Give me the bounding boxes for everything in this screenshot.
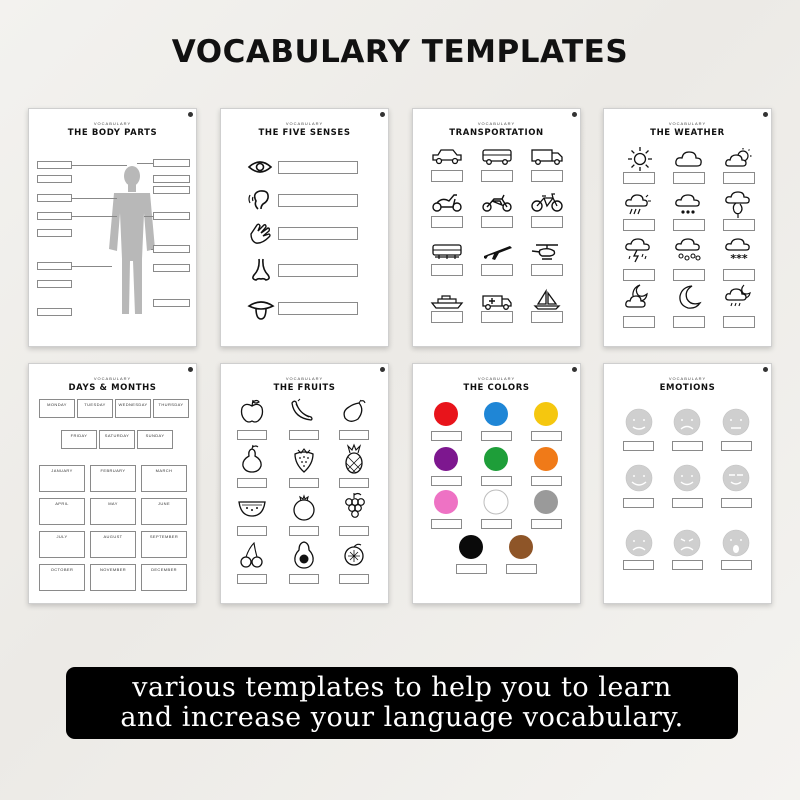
label-box[interactable] [431,216,463,228]
label-box[interactable] [278,194,358,207]
label-box[interactable] [431,431,462,441]
motorcycle-icon [480,191,514,213]
label-box[interactable] [723,269,755,281]
label-box[interactable] [237,430,267,440]
label-box[interactable] [673,172,705,184]
helicopter-icon [530,242,564,262]
vocabulary-label: VOCABULARY [668,121,707,126]
label-box[interactable] [723,172,755,184]
label-box[interactable] [506,564,537,574]
watermelon-icon [237,498,267,518]
card-five-senses [220,108,389,347]
label-box[interactable] [37,229,72,237]
card-title: THE BODY PARTS [67,128,158,138]
label-box[interactable] [623,498,654,508]
strawberry-icon [291,446,317,474]
day-tile[interactable]: WEDNESDAY [115,399,151,418]
label-box[interactable] [37,161,72,169]
label-box[interactable] [339,478,369,488]
day-tile[interactable]: SATURDAY [99,430,135,449]
label-box[interactable] [531,264,563,276]
card-dot [380,112,385,117]
mango-icon [341,398,367,424]
label-box[interactable] [431,519,462,529]
label-box[interactable] [623,560,654,570]
day-tile[interactable]: TUESDAY [77,399,113,418]
month-tile[interactable]: JULY [39,531,85,558]
label-box[interactable] [672,441,703,451]
hand-icon [248,222,274,246]
label-box[interactable] [431,476,462,486]
label-box[interactable] [37,212,72,220]
label-box[interactable] [531,170,563,182]
label-box[interactable] [339,574,369,584]
label-box[interactable] [431,311,463,323]
label-box[interactable] [153,212,190,220]
rain-cloud-icon [624,193,654,219]
label-box[interactable] [289,478,319,488]
label-box[interactable] [278,264,358,277]
label-box[interactable] [278,302,358,315]
label-box[interactable] [723,316,755,328]
airplane-icon [480,242,514,262]
color-swatch [434,402,458,426]
storm-tree-icon [724,191,754,219]
card-weather [603,108,772,347]
color-swatch [484,402,508,426]
scooter-icon [430,191,464,213]
cherries-icon [239,540,265,570]
card-transportation [412,108,581,347]
card-colors [412,363,581,604]
label-box[interactable] [289,526,319,536]
label-box[interactable] [431,170,463,182]
vocabulary-label: VOCABULARY [477,376,516,381]
card-body-parts [28,108,197,347]
month-tile[interactable]: JUNE [141,498,187,525]
card-title: THE COLORS [463,383,530,393]
vocabulary-label: VOCABULARY [477,121,516,126]
card-dot [380,367,385,372]
nose-icon [248,257,274,283]
label-box[interactable] [623,172,655,184]
month-tile[interactable]: AUGUST [90,531,136,558]
label-box[interactable] [721,441,752,451]
month-tile[interactable]: MAY [90,498,136,525]
label-box[interactable] [673,269,705,281]
color-swatch [534,490,558,514]
day-tile[interactable]: FRIDAY [61,430,97,449]
label-box[interactable] [37,175,72,183]
label-box[interactable] [339,430,369,440]
sailboat-icon [530,289,564,311]
label-box[interactable] [431,264,463,276]
label-box[interactable] [623,441,654,451]
label-box[interactable] [481,170,513,182]
label-box[interactable] [531,216,563,228]
label-box[interactable] [531,311,563,323]
car-icon [430,147,464,167]
label-box[interactable] [153,299,190,307]
snow-cloud-icon [724,237,754,265]
label-box[interactable] [37,194,72,202]
label-box[interactable] [623,316,655,328]
month-tile[interactable]: SEPTEMBER [141,531,187,558]
label-box[interactable] [721,498,752,508]
color-swatch [484,490,508,514]
tagline-line-2: and increase your language vocabulary. [120,702,684,733]
label-box[interactable] [237,478,267,488]
card-title: TRANSPORTATION [449,128,544,138]
label-box[interactable] [721,560,752,570]
color-swatch [459,535,483,559]
label-box[interactable] [237,574,267,584]
truck-icon [530,147,564,167]
label-box[interactable] [237,526,267,536]
label-box[interactable] [623,219,655,231]
ship-icon [430,292,464,312]
label-box[interactable] [456,564,487,574]
card-title: THE WEATHER [650,128,725,138]
cloud-icon [674,149,704,171]
label-box[interactable] [153,175,190,183]
vocabulary-label: VOCABULARY [93,121,132,126]
label-box[interactable] [153,264,190,272]
bus-icon [480,147,514,167]
month-tile[interactable]: MARCH [141,465,187,492]
pineapple-icon [341,444,367,474]
label-box[interactable] [481,264,513,276]
color-swatch [434,490,458,514]
sun-icon [626,145,654,173]
tagline-line-1: various templates to help you to learn [132,672,672,703]
label-box[interactable] [531,519,562,529]
avocado-icon [291,540,317,570]
night-rain-icon [724,283,754,311]
label-box[interactable] [672,498,703,508]
label-box[interactable] [481,431,512,441]
label-box[interactable] [278,161,358,174]
color-swatch [534,402,558,426]
ear-icon [248,189,274,211]
vocabulary-label: VOCABULARY [93,376,132,381]
page-headline: VOCABULARY TEMPLATES [171,34,629,70]
tagline-banner [66,667,738,739]
card-title: THE FIVE SENSES [258,128,351,138]
label-box[interactable] [531,476,562,486]
thunderstorm-icon [624,237,654,265]
train-icon [430,242,464,262]
moon-icon [676,283,704,311]
label-box[interactable] [673,316,705,328]
grapes-icon [341,492,367,522]
label-box[interactable] [289,574,319,584]
month-tile[interactable]: DECEMBER [141,564,187,591]
month-tile[interactable]: JANUARY [39,465,85,492]
ambulance-icon [480,292,514,312]
day-tile[interactable]: SUNDAY [137,430,173,449]
card-dot [572,112,577,117]
svg-text:***: *** [730,252,748,265]
bicycle-icon [530,191,564,213]
label-box[interactable] [481,476,512,486]
hail-cloud-icon [674,237,704,265]
apple-icon [239,398,265,424]
pear-icon [239,444,265,474]
day-tile[interactable]: THURSDAY [153,399,189,418]
label-box[interactable] [37,308,72,316]
vocabulary-label: VOCABULARY [285,121,324,126]
day-tile[interactable]: MONDAY [39,399,75,418]
vocabulary-label: VOCABULARY [285,376,324,381]
label-box[interactable] [672,560,703,570]
color-swatch [434,447,458,471]
label-box[interactable] [289,430,319,440]
card-dot [763,112,768,117]
mouth-icon [247,298,275,320]
month-tile[interactable]: OCTOBER [39,564,85,591]
label-box[interactable] [153,159,190,167]
label-box[interactable] [278,227,358,240]
card-title: EMOTIONS [659,383,716,393]
label-box[interactable] [481,519,512,529]
card-title: DAYS & MONTHS [68,383,157,393]
card-fruits [220,363,389,604]
label-box[interactable] [153,186,190,194]
card-title: THE FRUITS [273,383,336,393]
moon-cloud-icon [624,283,654,311]
eye-icon [247,159,273,175]
color-swatch [484,447,508,471]
color-swatch [534,447,558,471]
label-box[interactable] [481,216,513,228]
color-swatch [509,535,533,559]
month-tile[interactable]: NOVEMBER [90,564,136,591]
label-box[interactable] [153,245,190,253]
card-dot [188,367,193,372]
partly-cloudy-icon [724,147,754,171]
label-box[interactable] [339,526,369,536]
label-box[interactable] [531,431,562,441]
month-tile[interactable]: FEBRUARY [90,465,136,492]
label-box[interactable] [37,262,72,270]
card-days-months [28,363,197,604]
label-box[interactable] [623,269,655,281]
pomegranate-icon [291,494,317,522]
month-tile[interactable]: APRIL [39,498,85,525]
label-box[interactable] [673,219,705,231]
banana-icon [289,398,315,424]
label-box[interactable] [37,280,72,288]
card-emotions [603,363,772,604]
vocabulary-label: VOCABULARY [668,376,707,381]
label-box[interactable] [481,311,513,323]
orange-icon [341,542,367,570]
label-box[interactable] [723,219,755,231]
drizzle-cloud-icon [674,193,704,219]
